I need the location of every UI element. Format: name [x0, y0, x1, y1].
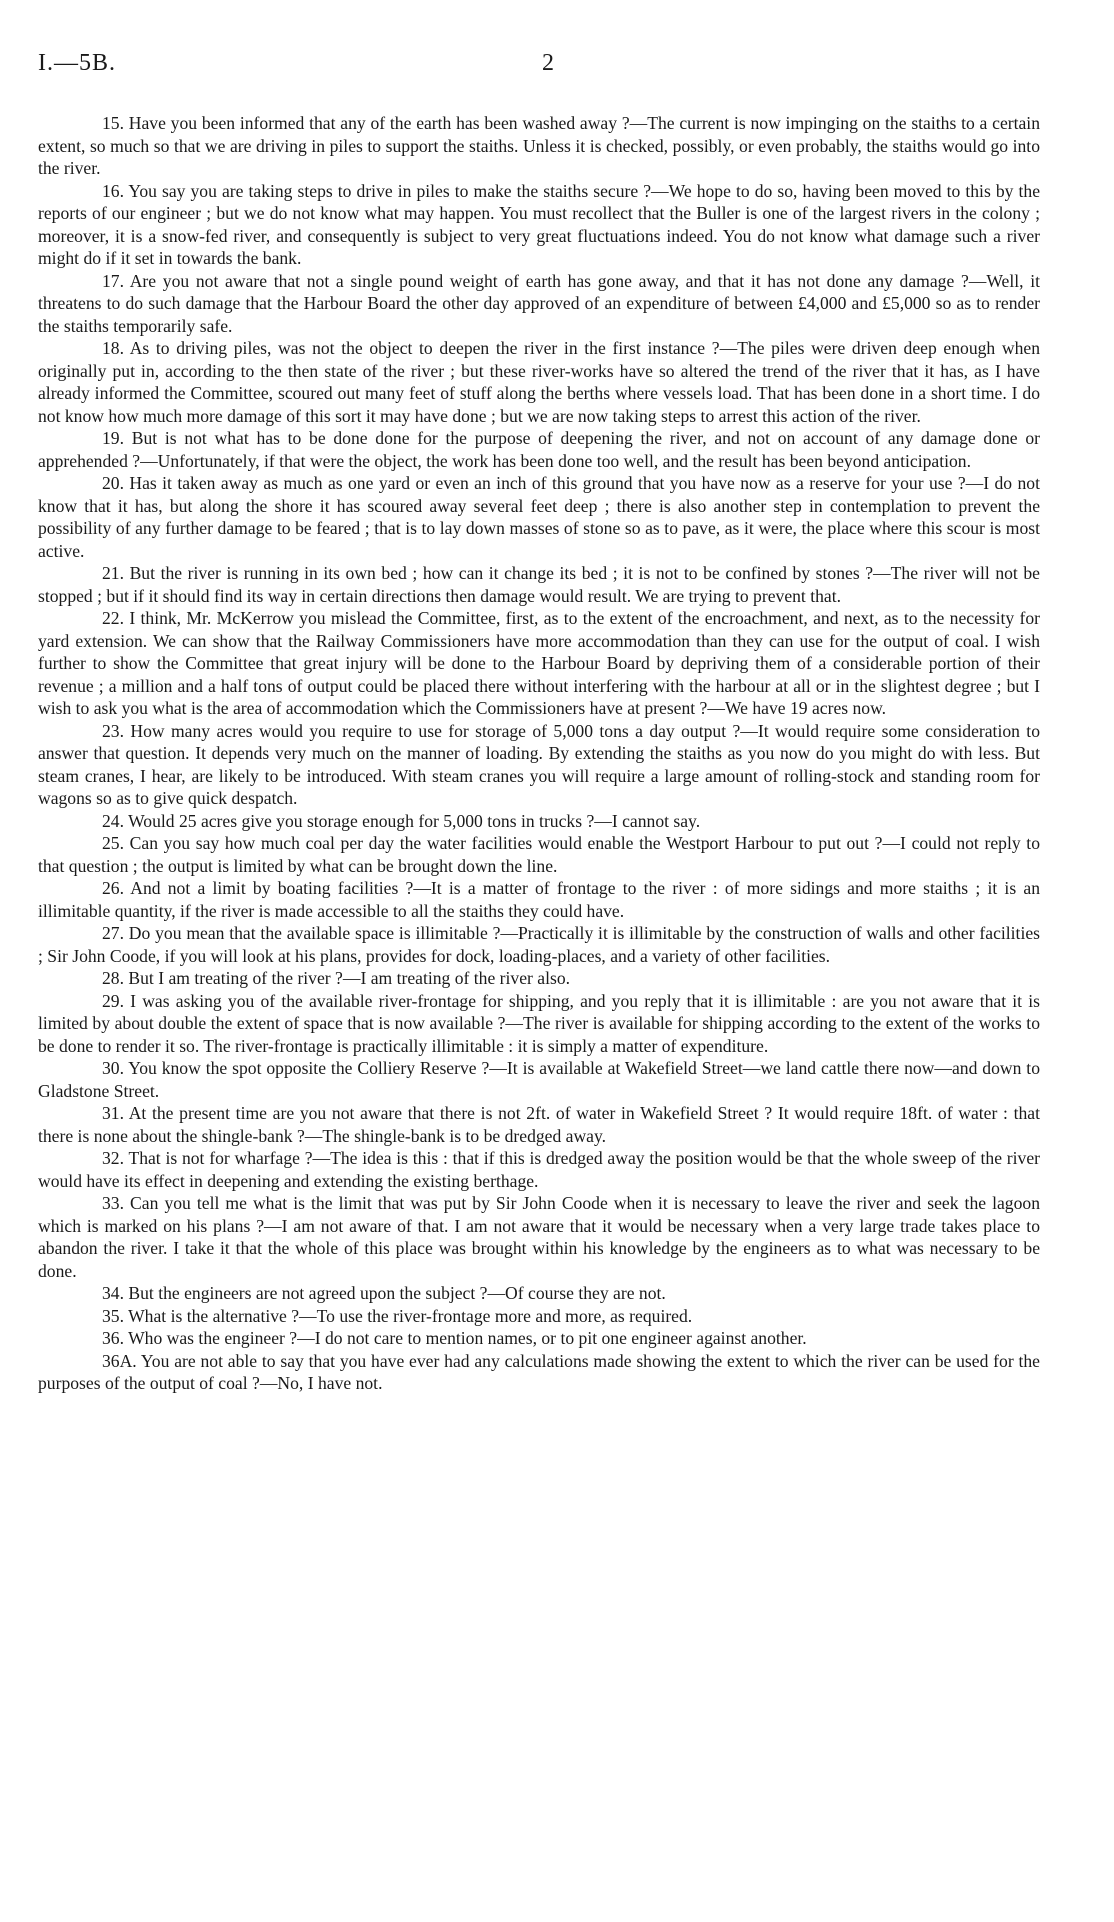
question-22: 22. I think, Mr. McKerrow you mislead the Committee, first, as to the extent of the encroachment, and next, as to the necessity for yard extension. We can show that the Railway Commissioners have more accommodation than they can use for the output of coal. I wish further to show the Committee that great injury will be done to the Harbour Board by depriving them of a considerable portion of their revenue ; a million and a half tons of output could be placed there without interfering with the harbour at all or in the slightest degree ; but I wish to ask you what is the area of accommodation which the Commissioners have at present ?—We have 19 acres now.	[38, 608, 1040, 718]
evidence-text	[38, 112, 1040, 1395]
document-reference: I.—5B.	[38, 50, 116, 76]
question-19: 19. But is not what has to be done done for the purpose of deepening the river, and not on account of any damage done or apprehended ?—Unfortunately, if that were the object, the work has been done too well, and the result has been beyond anticipation.	[38, 428, 1040, 471]
question-30: 30. You know the spot opposite the Colliery Reserve ?—It is available at Wakefield Street—we land cattle there now—and down to Gladstone Street.	[38, 1058, 1040, 1101]
question-33: 33. Can you tell me what is the limit that was put by Sir John Coode when it is necessary to leave the river and seek the lagoon which is marked on his plans ?—I am not aware of that. I am not aware that it would be necessary when a very large trade takes place to abandon the river. I take it that the whole of this place was brought within his knowledge by the engineers as to what was necessary to be done.	[38, 1193, 1040, 1281]
page-number: 2	[542, 50, 554, 76]
question-36: 36. Who was the engineer ?—I do not care to mention names, or to pit one engineer against another.	[102, 1328, 807, 1348]
question-27: 27. Do you mean that the available space is illimitable ?—Practically it is illimitable by the construction of walls and other facilities ; Sir John Coode, if you will look at his plans, provides for dock, loading-places, and a variety of other facilities.	[38, 923, 1040, 966]
question-20: 20. Has it taken away as much as one yard or even an inch of this ground that you have now as a reserve for your use ?—I do not know that it has, but along the shore it has scoured away several feet deep ; there is also another step in contemplation to prevent the possibility of any further damage to be feared ; that is to lay down masses of stone so as to pave, as it were, the place where this scour is most active.	[38, 473, 1040, 561]
question-34: 34. But the engineers are not agreed upon the subject ?—Of course they are not.	[102, 1283, 666, 1303]
question-35: 35. What is the alternative ?—To use the river-frontage more and more, as required.	[102, 1305, 693, 1326]
question-28: 28. But I am treating of the river ?—I am treating of the river also.	[102, 968, 571, 988]
question-24: 24. Would 25 acres give you storage enough for 5,000 tons in trucks ?—I cannot say.	[102, 810, 701, 831]
question-36a: 36A. You are not able to say that you have ever had any calculations made showing the extent to which the river can be used for the purposes of the output of coal ?—No, I have not.	[38, 1350, 1040, 1393]
page-header	[38, 50, 1038, 90]
question-25: 25. Can you say how much coal per day the water facilities would enable the Westport Harbour to put out ?—I could not reply to that question ; the output is limited by what can be brought down the line.	[38, 833, 1040, 876]
question-32: 32. That is not for wharfage ?—The idea is this : that if this is dredged away the position would be that the whole sweep of the river would have its effect in deepening and extending the existing berthage.	[38, 1148, 1040, 1191]
question-15: 15. Have you been informed that any of the earth has been washed away ?—The current is now impinging on the staiths to a certain extent, so much so that we are driving in piles to support the staiths. Unless it is checked, possibly, or even probably, the staiths would go into the river.	[38, 113, 1040, 178]
question-21: 21. But the river is running in its own bed ; how can it change its bed ; it is not to be confined by stones ?—The river will not be stopped ; but if it should find its way in certain directions then damage would result. We are trying to prevent that.	[38, 563, 1040, 606]
question-26: 26. And not a limit by boating facilities ?—It is a matter of frontage to the river : of more sidings and more staiths ; it is an illimitable quantity, if the river is made accessible to all the staiths they could have.	[38, 878, 1040, 921]
question-23: 23. How many acres would you require to use for storage of 5,000 tons a day output ?—It would require some consideration to answer that question. It depends very much on the manner of loading. By extending the staiths as you now do you might do with less. But steam cranes, I hear, are likely to be introduced. With steam cranes you will require a large amount of rolling-stock and standing room for wagons so as to give quick despatch.	[38, 720, 1040, 808]
question-29: 29. I was asking you of the available river-frontage for shipping, and you reply that it is illimitable : are you not aware that it is limited by about double the extent of space that is now available ?—The river is available for shipping according to the extent of the works to be done to render it so. The river-frontage is practically illimitable : it is simply a matter of expenditure.	[38, 990, 1040, 1056]
question-16: 16. You say you are taking steps to drive in piles to make the staiths secure ?—We hope to do so, having been moved to this by the reports of our engineer ; but we do not know what may happen. You must recollect that the Buller is one of the largest rivers in the colony ; moreover, it is a snow-fed river, and consequently is subject to very great fluctuations indeed. You do not know what damage such a river might do if it set in towards the bank.	[38, 180, 1040, 268]
question-31: 31. At the present time are you not aware that there is not 2ft. of water in Wakefield Street ? It would require 18ft. of water : that there is none about the shingle-bank ?—The shingle-bank is to be dredged away.	[38, 1103, 1040, 1146]
question-18: 18. As to driving piles, was not the object to deepen the river in the first instance ?—The piles were driven deep enough when originally put in, according to the then state of the river ; but these river-works have so altered the trend of the river that it has, as I have already informed the Committee, scoured out many feet of stuff along the berths where vessels load. That has been done in a short time. I do not know how much more damage of this sort it may have done ; but we are now taking steps to arrest this action of the river.	[38, 338, 1040, 426]
question-17: 17. Are you not aware that not a single pound weight of earth has gone away, and that it has not done any damage ?—Well, it threatens to do such damage that the Harbour Board the other day approved of an expenditure of between £4,000 and £5,000 so as to render the staiths temporarily safe.	[38, 270, 1040, 336]
